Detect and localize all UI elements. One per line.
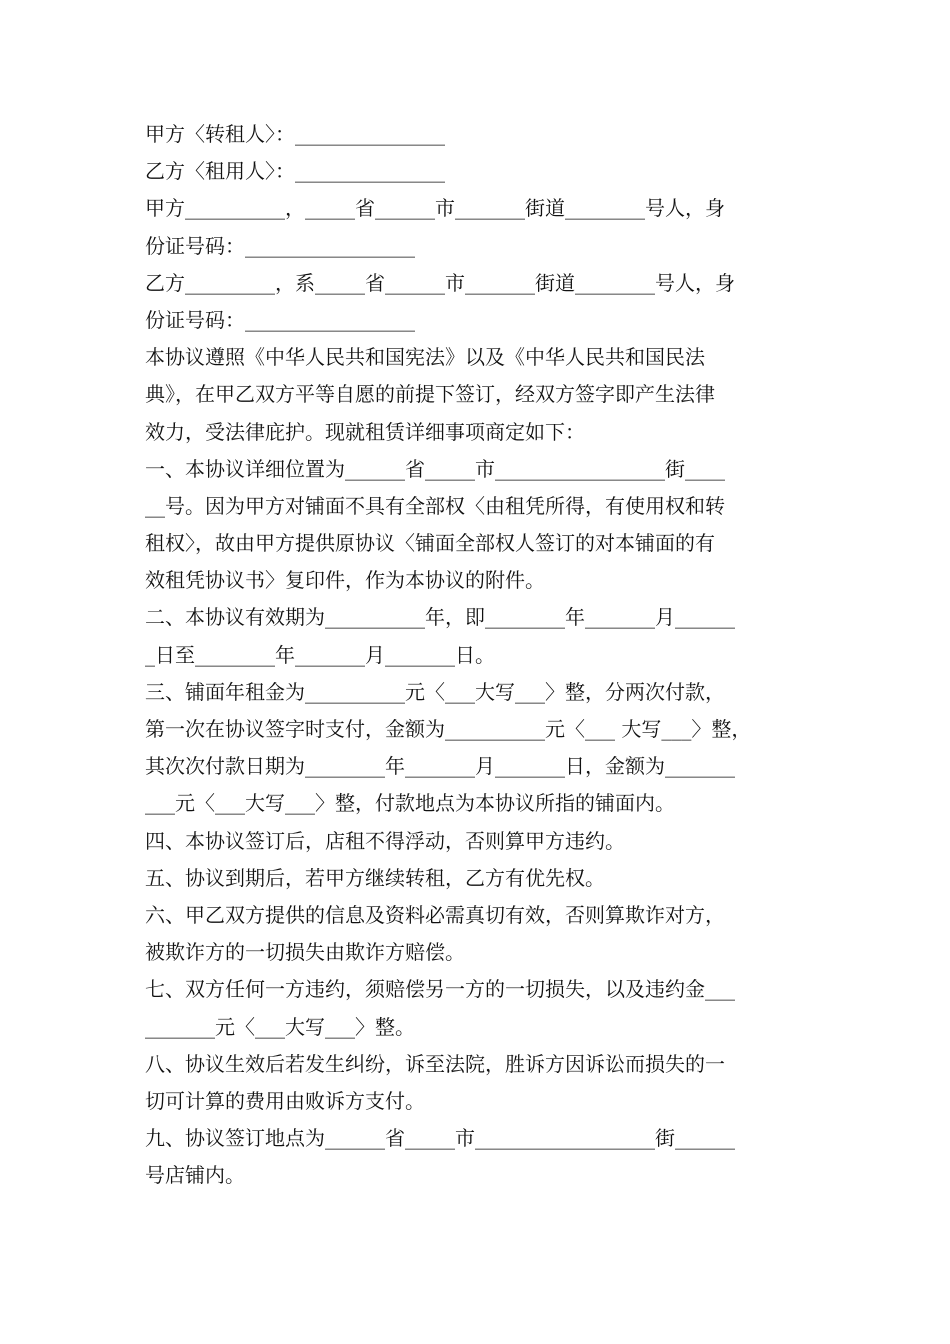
preamble-line-2: 典》，在甲乙双方平等自愿的前提下签订，经双方签字即产生法律	[145, 382, 715, 407]
clause-9-line-2: 号店铺内。	[145, 1163, 245, 1188]
clause-1-line-4: 效租凭协议书〉复印件，作为本协议的附件。	[145, 568, 545, 593]
clause-1-line-2: __号。因为甲方对铺面不具有全部权〈由租凭所得，有使用权和转	[145, 493, 725, 518]
clause-8-line-1: 八、协议生效后若发生纠纷，诉至法院，胜诉方因诉讼而损失的一	[145, 1051, 725, 1076]
clause-5-line: 五、协议到期后，若甲方继续转租，乙方有优先权。	[145, 865, 605, 890]
clause-1-line-3: 租权〉，故由甲方提供原协议〈铺面全部权人签订的对本铺面的有	[145, 531, 715, 556]
document-body	[145, 116, 825, 1194]
clause-2-line-1: 二、本协议有效期为__________年，即________年_______月______	[145, 605, 735, 630]
clause-3-line-1: 三、铺面年租金为__________元〈___大写___〉整，分两次付款，	[145, 679, 725, 704]
preamble-line-1: 本协议遵照《中华人民共和国宪法》以及《中华人民共和国民法	[145, 345, 705, 370]
party-a-address-line: 甲方__________，_____省______市_______街道________号人，身	[145, 196, 725, 221]
clause-6-line-2: 被欺诈方的一切损失由欺诈方赔偿。	[145, 940, 465, 965]
clause-1-line-1: 一、本协议详细位置为______省_____市_________________街____	[145, 456, 725, 481]
party-a-id-line: 份证号码：_________________	[145, 233, 415, 258]
preamble-line-3: 效力，受法律庇护。现就租赁详细事项商定如下：	[145, 419, 585, 444]
party-b-id-line: 份证号码：_________________	[145, 307, 415, 332]
clause-2-line-2: _日至________年_______月_______日。	[145, 642, 495, 667]
party-a-sublessor-line: 甲方〈转租人〉：_______________	[145, 122, 445, 146]
party-b-address-line: 乙方_________，系_____省______市_______街道________号人，身	[145, 270, 735, 295]
clause-3-line-4: ___元〈___大写___〉整，付款地点为本协议所指的铺面内。	[145, 791, 675, 816]
clause-3-line-2: 第一次在协议签字时支付，金额为__________元〈___ 大写___〉整，	[145, 717, 752, 741]
party-b-lessee-line: 乙方〈租用人〉：_______________	[145, 159, 445, 184]
clause-9-line-1: 九、协议签订地点为______省_____市__________________街______	[145, 1126, 735, 1151]
clause-8-line-2: 切可计算的费用由败诉方支付。	[145, 1088, 425, 1113]
clause-7-line-2: _______元〈___大写___〉整。	[145, 1014, 415, 1039]
clause-3-line-3: 其次次付款日期为________年_______月_______日，金额为_______	[145, 754, 735, 779]
clause-6-line-1: 六、甲乙双方提供的信息及资料必需真切有效，否则算欺诈对方，	[145, 902, 725, 927]
clause-7-line-1: 七、双方任何一方违约，须赔偿另一方的一切损失，以及违约金___	[145, 977, 735, 1002]
clause-4-line: 四、本协议签订后，店租不得浮动，否则算甲方违约。	[145, 828, 625, 853]
